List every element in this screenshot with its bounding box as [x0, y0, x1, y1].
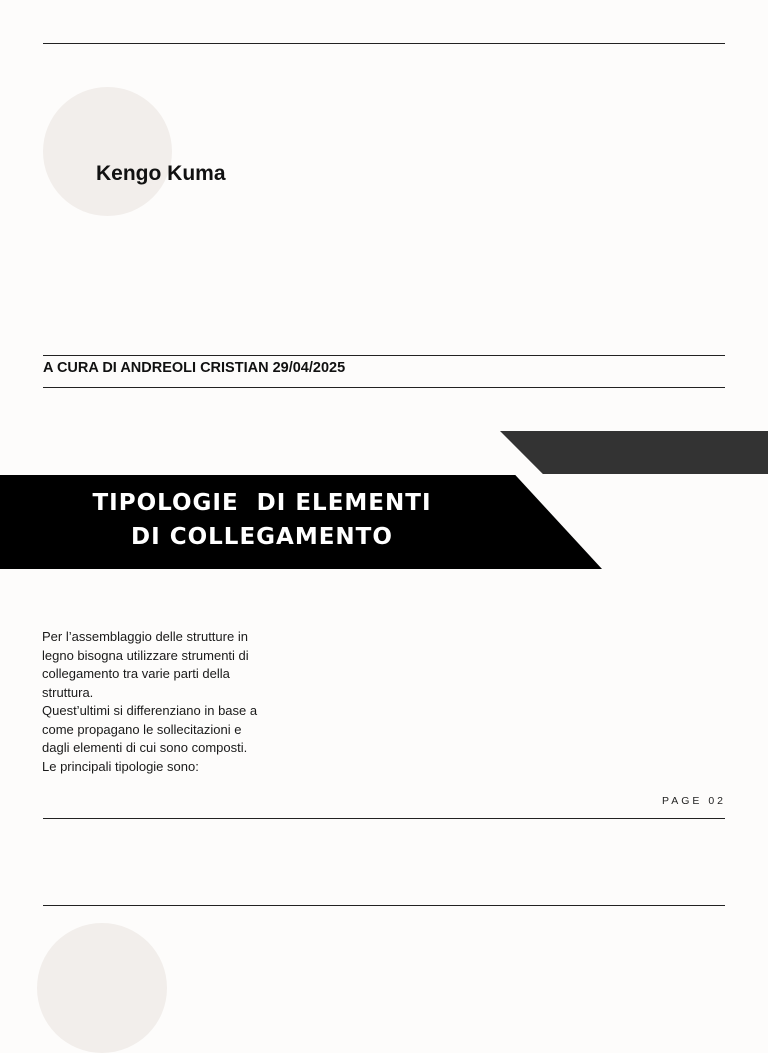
next-page-top-divider	[43, 905, 725, 906]
credit-line: A CURA DI ANDREOLI CRISTIAN 29/04/2025	[43, 360, 346, 376]
intro-line: dagli elementi di cui sono composti.	[42, 740, 248, 755]
author-name: Kengo Kuma	[96, 162, 226, 185]
top-divider	[43, 43, 725, 44]
page-bottom-divider	[43, 818, 725, 819]
intro-line: struttura.	[42, 684, 94, 700]
intro-paragraph	[42, 628, 292, 776]
credit-divider-top	[43, 355, 725, 356]
grey-accent-banner	[500, 431, 768, 474]
intro-line: Le principali tipologie sono:	[42, 758, 199, 774]
section-title	[0, 486, 524, 554]
decorative-circle-next-page	[37, 923, 167, 1053]
decorative-circle	[43, 87, 172, 216]
intro-line: collegamento tra varie parti della	[42, 666, 230, 681]
credit-divider-bottom	[43, 387, 725, 388]
intro-line: Per l’assemblaggio delle strutture in	[42, 629, 248, 644]
intro-line: legno bisogna utilizzare strumenti di	[42, 647, 249, 663]
page-number: PAGE 02	[662, 795, 726, 807]
intro-line: come propagano le sollecitazioni e	[42, 721, 242, 737]
intro-line: Quest’ultimi si differenziano in base a	[42, 703, 258, 718]
section-title-line-1: TIPOLOGIE DI ELEMENTI	[92, 490, 432, 516]
section-title-line-2: DI COLLEGAMENTO	[131, 524, 393, 550]
